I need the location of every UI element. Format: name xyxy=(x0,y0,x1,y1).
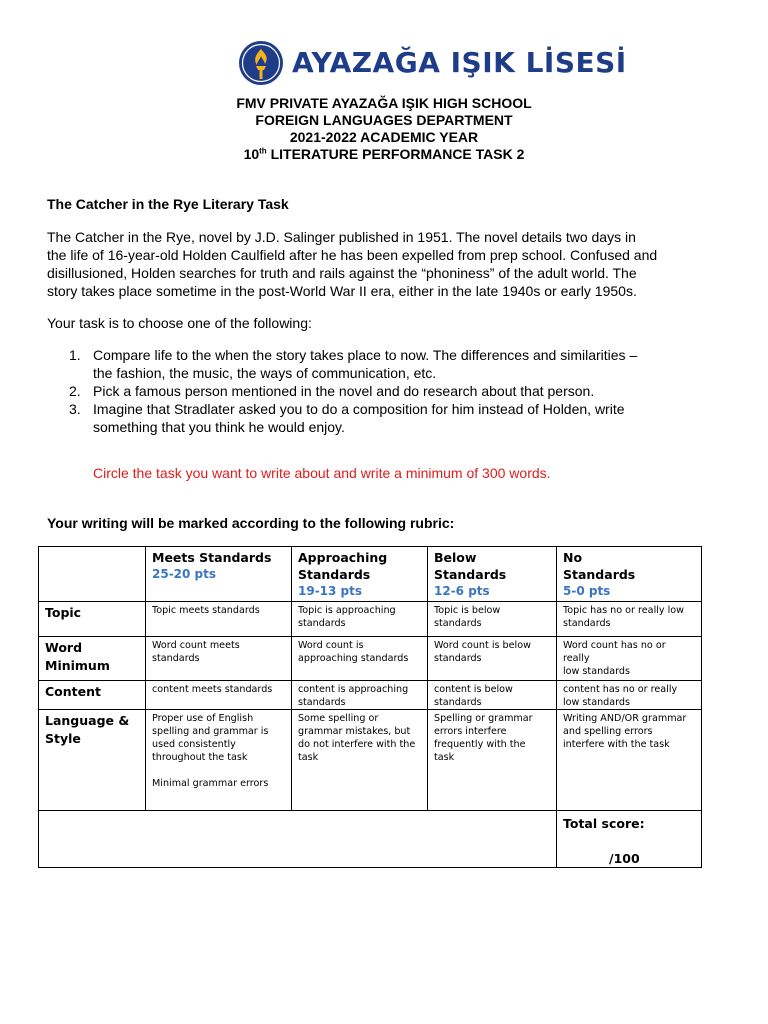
school-name: FMV PRIVATE AYAZAĞA IŞIK HIGH SCHOOL xyxy=(236,95,532,111)
cell-text: standards xyxy=(298,697,346,708)
intro-paragraph xyxy=(47,228,727,300)
points-range: 12-6 pts xyxy=(434,584,490,598)
rubric-row-label xyxy=(39,602,146,637)
cell-text: low standards xyxy=(563,666,630,677)
row-label-text: Topic xyxy=(45,605,82,620)
rubric-cell xyxy=(557,637,702,681)
rubric-cell xyxy=(146,602,292,637)
cell-text: approaching standards xyxy=(298,653,409,664)
cell-text: Topic is below xyxy=(434,605,501,616)
list-item xyxy=(47,400,637,436)
cell-text: do not interfere with the xyxy=(298,739,416,750)
list-item-text: something that you think he would enjoy. xyxy=(93,419,345,435)
header-title: No xyxy=(563,550,583,565)
row-label-text: Language & xyxy=(45,713,130,728)
rubric-cell xyxy=(428,602,557,637)
header-title: Standards xyxy=(434,567,507,582)
task-title: The Catcher in the Rye Literary Task xyxy=(47,196,289,212)
rubric-cell xyxy=(557,602,702,637)
task-heading-text: LITERATURE PERFORMANCE TASK 2 xyxy=(266,146,525,162)
intro-line: disillusioned, Holden searches for truth and rails against the “phoniness” of the adult world. The xyxy=(47,265,637,281)
table-row xyxy=(39,710,702,811)
cell-text: Topic is approaching xyxy=(298,605,396,616)
cell-text: Some spelling or xyxy=(298,713,379,724)
header-title: Meets Standards xyxy=(152,550,272,565)
choose-instruction: Your task is to choose one of the following: xyxy=(47,315,312,331)
torch-crest-icon xyxy=(238,40,284,86)
points-range: 5-0 pts xyxy=(563,584,611,598)
list-item xyxy=(47,346,637,382)
list-item-text: the fashion, the music, the ways of communication, etc. xyxy=(93,365,437,381)
academic-year: 2021-2022 ACADEMIC YEAR xyxy=(289,129,479,145)
cell-text: and spelling errors xyxy=(563,726,653,737)
cell-text: task xyxy=(434,752,455,763)
header-title: Approaching xyxy=(298,550,388,565)
cell-text: errors interfere xyxy=(434,726,507,737)
list-number: 1. xyxy=(69,347,81,363)
rubric-cell xyxy=(292,681,428,710)
row-label-text: Word xyxy=(45,640,83,655)
cell-text: standards xyxy=(434,618,482,629)
department-name: FOREIGN LANGUAGES DEPARTMENT xyxy=(255,112,513,128)
cell-text: Topic has no or really low xyxy=(563,605,685,616)
cell-text: interfere with the task xyxy=(563,739,670,750)
grade-suffix: th xyxy=(259,146,267,156)
cell-text: Word count is below xyxy=(434,640,531,651)
task-list xyxy=(47,346,637,436)
cell-spacer xyxy=(152,764,285,777)
total-blank-cell xyxy=(39,811,557,868)
row-label-text: Content xyxy=(45,684,101,699)
cell-text: content is approaching xyxy=(298,684,409,695)
cell-text: Spelling or grammar xyxy=(434,713,533,724)
cell-text: content meets standards xyxy=(152,684,273,695)
cell-text: Minimal grammar errors xyxy=(152,778,269,789)
total-score-value: /100 xyxy=(609,851,640,866)
cell-text: standards xyxy=(434,697,482,708)
intro-line: story takes place sometime in the post-World War II era, either in the late 1940s or early 1950s. xyxy=(47,283,637,299)
total-score-cell xyxy=(557,811,702,868)
total-row xyxy=(39,811,702,868)
row-label-text: Style xyxy=(45,731,81,746)
grade-number: 10 xyxy=(243,146,260,162)
cell-text: throughout the task xyxy=(152,752,248,763)
rubric-header-cell xyxy=(146,547,292,602)
cell-text: Word count is xyxy=(298,640,364,651)
cell-text: standards xyxy=(563,618,611,629)
rubric-cell xyxy=(292,602,428,637)
rubric-cell xyxy=(292,710,428,811)
cell-text: grammar mistakes, but xyxy=(298,726,411,737)
row-label-text: Minimum xyxy=(45,658,110,673)
rubric-header-cell xyxy=(292,547,428,602)
list-item-text: Compare life to the when the story takes place to now. The differences and similarities – xyxy=(93,347,638,363)
cell-text: Proper use of English xyxy=(152,713,254,724)
logo-wordmark: AYAZAĞA IŞIK LİSESİ xyxy=(292,46,627,79)
school-logo xyxy=(238,40,627,86)
rubric-cell xyxy=(428,681,557,710)
rubric-cell xyxy=(428,637,557,681)
list-item-text: Pick a famous person mentioned in the novel and do research about that person. xyxy=(93,383,595,399)
header-title: Standards xyxy=(298,567,371,582)
rubric-heading: Your writing will be marked according to the following rubric: xyxy=(47,515,455,531)
rubric-row-label xyxy=(39,681,146,710)
cell-text: content has no or really xyxy=(563,684,678,695)
cell-text: content is below xyxy=(434,684,513,695)
rubric-cell xyxy=(146,710,292,811)
list-item xyxy=(47,382,637,400)
rubric-cell xyxy=(292,637,428,681)
intro-line: The Catcher in the Rye, novel by J.D. Salinger published in 1951. The novel details two days in xyxy=(47,229,636,245)
total-score-label: Total score: xyxy=(563,816,645,831)
cell-text: task xyxy=(298,752,319,763)
cell-text: Word count has no or really xyxy=(563,640,666,664)
rubric-header-cell xyxy=(428,547,557,602)
rubric-header-cell xyxy=(557,547,702,602)
rubric-cell xyxy=(146,637,292,681)
cell-text: spelling and grammar is xyxy=(152,726,269,737)
rubric-table xyxy=(38,546,702,868)
cell-text: used consistently xyxy=(152,739,236,750)
rubric-cell xyxy=(557,710,702,811)
cell-text: standards xyxy=(434,653,482,664)
cell-text: low standards xyxy=(563,697,630,708)
rubric-row-label xyxy=(39,637,146,681)
intro-line: the life of 16-year-old Holden Caulfield after he has been expelled from prep school. Confused and xyxy=(47,247,658,263)
cell-text: frequently with the xyxy=(434,739,526,750)
rubric-corner-cell xyxy=(39,547,146,602)
table-row xyxy=(39,602,702,637)
cell-text: standards xyxy=(152,653,200,664)
cell-text: Word count meets xyxy=(152,640,240,651)
cell-text: Topic meets standards xyxy=(152,605,260,616)
header-title: Below xyxy=(434,550,477,565)
task-heading xyxy=(0,146,768,163)
list-number: 3. xyxy=(69,401,81,417)
rubric-cell xyxy=(428,710,557,811)
table-row xyxy=(39,637,702,681)
table-row xyxy=(39,681,702,710)
rubric-cell xyxy=(146,681,292,710)
list-item-text: Imagine that Stradlater asked you to do a composition for him instead of Holden, write xyxy=(93,401,625,417)
cell-text: standards xyxy=(298,618,346,629)
header-title: Standards xyxy=(563,567,636,582)
rubric-cell xyxy=(557,681,702,710)
cell-text: Writing AND/OR grammar xyxy=(563,713,687,724)
points-range: 25-20 pts xyxy=(152,567,217,581)
list-number: 2. xyxy=(69,383,81,399)
rubric-header-row xyxy=(39,547,702,602)
word-count-instruction: Circle the task you want to write about and write a minimum of 300 words. xyxy=(93,465,551,481)
rubric-row-label xyxy=(39,710,146,811)
points-range: 19-13 pts xyxy=(298,584,363,598)
school-header xyxy=(0,95,768,163)
